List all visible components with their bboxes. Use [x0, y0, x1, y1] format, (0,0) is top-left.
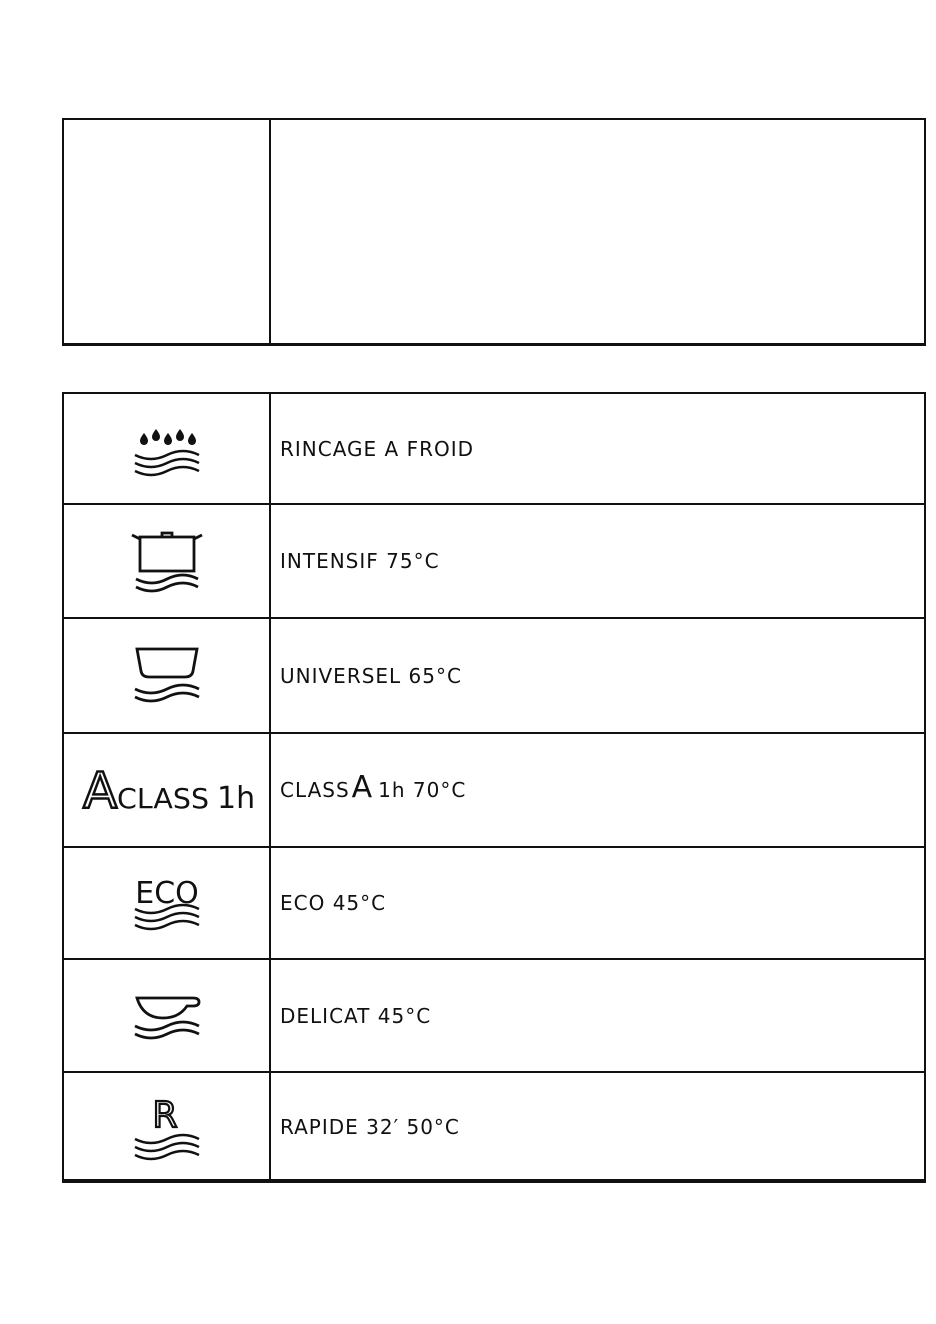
program-label — [280, 734, 924, 846]
table-row — [64, 394, 924, 505]
cold-rinse-icon — [64, 394, 269, 503]
eco-text: ECO — [134, 876, 199, 911]
class-label-post: 1h 70°C — [378, 778, 467, 802]
program-label: ECO 45°C — [280, 891, 387, 915]
program-label: DELICAT 45°C — [280, 1003, 432, 1028]
class-a-1h-icon — [64, 734, 269, 846]
table-row — [64, 960, 924, 1073]
program-label: UNIVERSEL 65°C — [280, 663, 462, 688]
class-label-pre: CLASS — [280, 778, 350, 802]
program-label: INTENSIF 75°C — [280, 549, 440, 573]
pot-icon — [64, 505, 269, 617]
rapid-r-icon — [64, 1073, 269, 1181]
one-hour-text: 1h — [216, 781, 255, 816]
rapid-r-letter: R — [151, 1095, 178, 1136]
program-label: RINCAGE A FROID — [280, 436, 475, 461]
program-label: RAPIDE 32′ 50°C — [280, 1115, 460, 1139]
header-table-divider — [269, 120, 271, 343]
eco-icon — [64, 848, 269, 958]
class-label-a: A — [351, 769, 373, 805]
table-row — [64, 848, 924, 960]
class-a-letter: A — [82, 762, 117, 820]
class-text: CLASS — [116, 782, 209, 815]
bowl-icon — [64, 619, 269, 732]
header-table — [62, 118, 926, 346]
table-row — [64, 1073, 924, 1181]
table-row — [64, 505, 924, 619]
cup-icon — [64, 960, 269, 1071]
table-row — [64, 619, 924, 734]
table-row — [64, 734, 924, 848]
program-table — [62, 392, 926, 1183]
